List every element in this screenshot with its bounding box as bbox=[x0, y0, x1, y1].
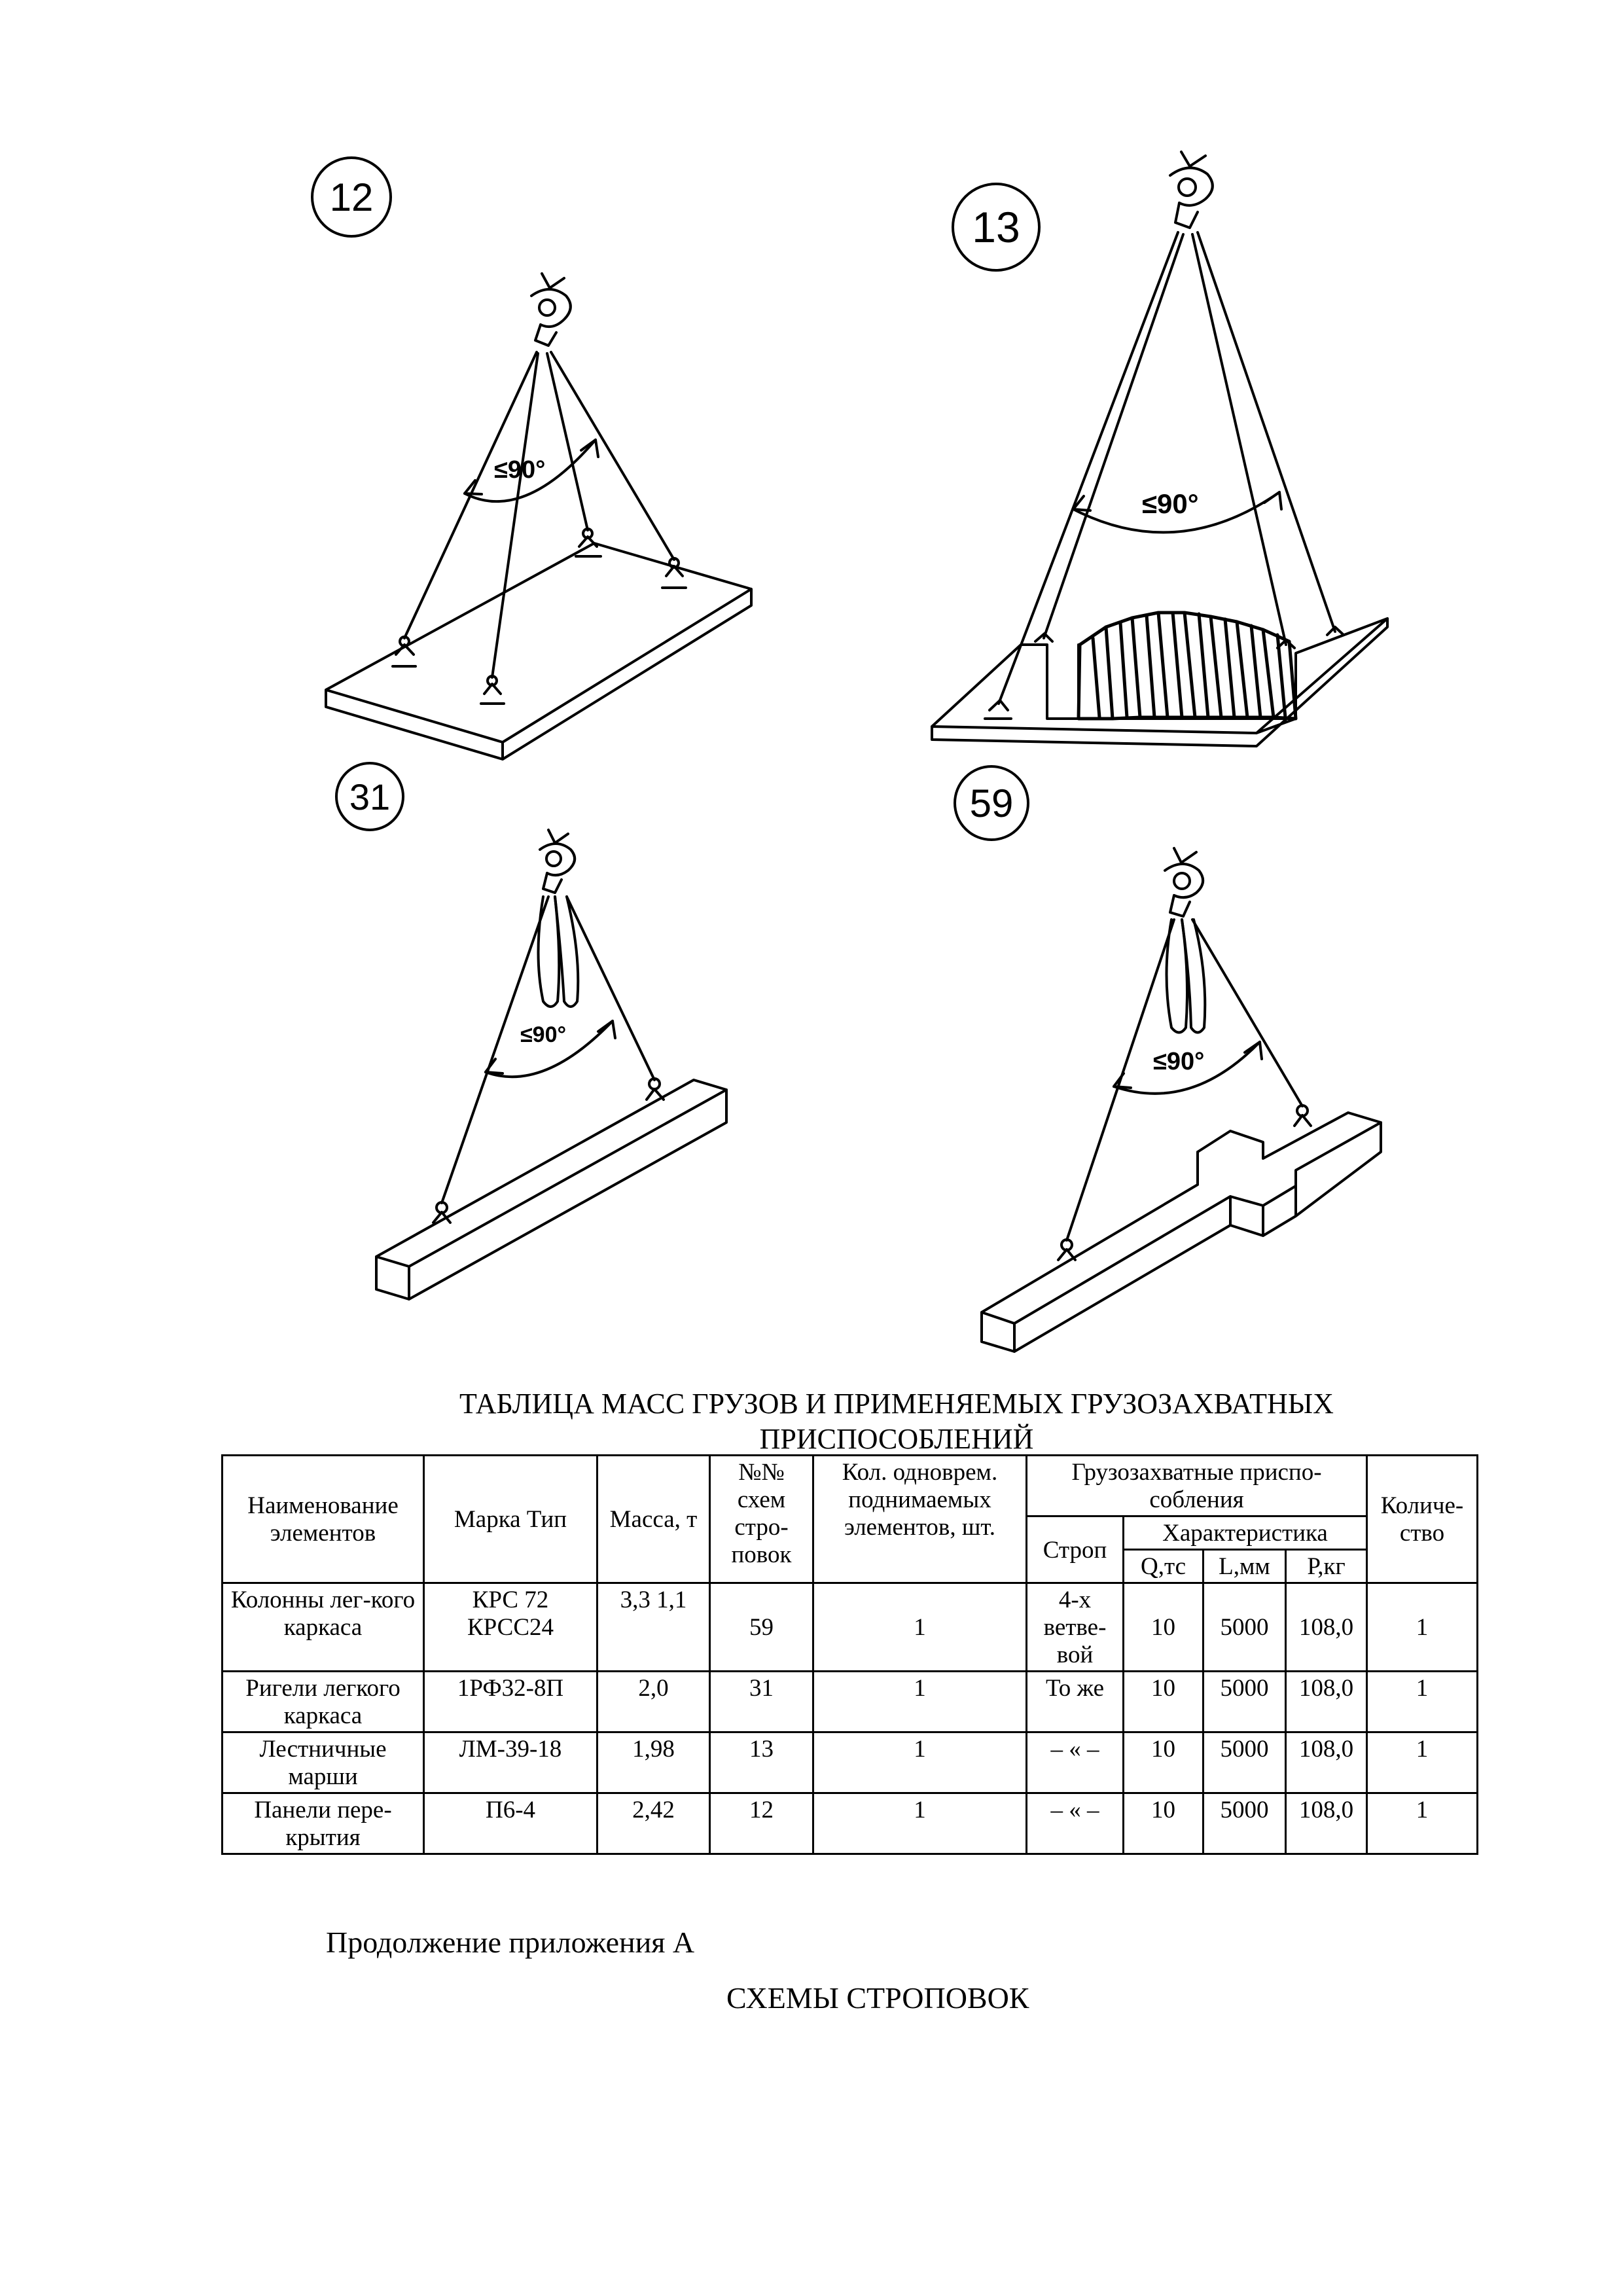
cell-name: Панели пере-крытия bbox=[223, 1793, 424, 1854]
cell-qty: 1 bbox=[1367, 1732, 1478, 1793]
scheme-13-angle-label: ≤90° bbox=[1142, 488, 1199, 519]
scheme-12-number: 12 bbox=[329, 175, 374, 219]
cell-l: 5000 bbox=[1204, 1583, 1286, 1672]
cell-mark: 1РФ32-8П bbox=[424, 1672, 597, 1732]
cell-count: 1 bbox=[813, 1793, 1027, 1854]
cell-mark: КРС 72 КРСС24 bbox=[424, 1583, 597, 1672]
table-title-line-2: ПРИСПОСОБЛЕНИЙ bbox=[759, 1423, 1034, 1455]
cell-scheme: 31 bbox=[710, 1672, 813, 1732]
continuation-note: Продолжение приложения А bbox=[326, 1926, 695, 1959]
cell-p: 108,0 bbox=[1286, 1672, 1367, 1732]
header-mark: Марка Тип bbox=[424, 1456, 597, 1583]
cell-qty: 1 bbox=[1367, 1583, 1478, 1672]
cell-scheme: 12 bbox=[710, 1793, 813, 1854]
cell-name: Ригели легкого каркаса bbox=[223, 1672, 424, 1732]
scheme-59-angle-label: ≤90° bbox=[1153, 1048, 1205, 1075]
scheme-12-slab bbox=[326, 543, 751, 759]
cell-mass: 2,42 bbox=[597, 1793, 710, 1854]
cell-sling: То же bbox=[1027, 1672, 1124, 1732]
scheme-13-steps bbox=[1079, 613, 1296, 719]
header-mass: Масса, т bbox=[597, 1456, 710, 1583]
cell-scheme: 59 bbox=[710, 1583, 813, 1672]
section-title: СХЕМЫ СТРОПОВОК bbox=[726, 1981, 1029, 2015]
scheme-59-column bbox=[982, 1113, 1381, 1352]
scheme-31-hook-icon bbox=[540, 830, 575, 893]
table-row bbox=[223, 1793, 1478, 1854]
table-row bbox=[223, 1732, 1478, 1793]
cell-qty: 1 bbox=[1367, 1672, 1478, 1732]
table-header-row-1 bbox=[223, 1456, 1478, 1516]
cell-l: 5000 bbox=[1204, 1732, 1286, 1793]
table-row bbox=[223, 1583, 1478, 1672]
scheme-31-angle-label: ≤90° bbox=[520, 1022, 567, 1047]
header-characteristic: Характеристика bbox=[1124, 1516, 1367, 1550]
cell-q: 10 bbox=[1124, 1583, 1204, 1672]
scheme-59-hook-icon bbox=[1165, 848, 1203, 916]
cell-sling: 4-х ветве-вой bbox=[1027, 1583, 1124, 1672]
cell-name: Лестничные марши bbox=[223, 1732, 424, 1793]
cell-scheme: 13 bbox=[710, 1732, 813, 1793]
scheme-31-beam bbox=[376, 1080, 726, 1299]
table-title-line-1: ТАБЛИЦА МАСС ГРУЗОВ И ПРИМЕНЯЕМЫХ ГРУЗОЗАХВАТНЫХ bbox=[459, 1388, 1334, 1420]
scheme-59-number: 59 bbox=[969, 781, 1014, 825]
cell-l: 5000 bbox=[1204, 1793, 1286, 1854]
scheme-13-number: 13 bbox=[972, 203, 1020, 251]
cell-mark: ЛМ-39-18 bbox=[424, 1732, 597, 1793]
header-name: Наименование элементов bbox=[223, 1456, 424, 1583]
cell-q: 10 bbox=[1124, 1793, 1204, 1854]
table-row bbox=[223, 1672, 1478, 1732]
header-devices: Грузозахватные приспо-собления bbox=[1027, 1456, 1367, 1516]
cell-qty: 1 bbox=[1367, 1793, 1478, 1854]
header-l: L,мм bbox=[1204, 1550, 1286, 1583]
header-p: Р,кг bbox=[1286, 1550, 1367, 1583]
scheme-31-number: 31 bbox=[349, 776, 391, 817]
cell-sling: – « – bbox=[1027, 1732, 1124, 1793]
scheme-12-hook-icon bbox=[531, 274, 571, 346]
cell-name: Колонны лег-кого каркаса bbox=[223, 1583, 424, 1672]
cell-count: 1 bbox=[813, 1583, 1027, 1672]
cell-mass: 2,0 bbox=[597, 1672, 710, 1732]
cell-q: 10 bbox=[1124, 1732, 1204, 1793]
cell-sling: – « – bbox=[1027, 1793, 1124, 1854]
cell-count: 1 bbox=[813, 1672, 1027, 1732]
cell-count: 1 bbox=[813, 1732, 1027, 1793]
cell-mark: П6-4 bbox=[424, 1793, 597, 1854]
cell-p: 108,0 bbox=[1286, 1793, 1367, 1854]
cell-p: 108,0 bbox=[1286, 1732, 1367, 1793]
header-q: Q,тс bbox=[1124, 1550, 1204, 1583]
cell-p: 108,0 bbox=[1286, 1583, 1367, 1672]
cell-l: 5000 bbox=[1204, 1672, 1286, 1732]
header-scheme-no: №№ схем стро-повок bbox=[710, 1456, 813, 1583]
cell-q: 10 bbox=[1124, 1672, 1204, 1732]
cell-mass: 3,3 1,1 bbox=[597, 1583, 710, 1672]
cell-mass: 1,98 bbox=[597, 1732, 710, 1793]
loads-table bbox=[221, 1454, 1478, 1855]
scheme-12-angle-label: ≤90° bbox=[494, 456, 546, 484]
header-count-lifted: Кол. одноврем. поднимаемых элементов, шт. bbox=[813, 1456, 1027, 1583]
header-sling: Строп bbox=[1027, 1516, 1124, 1583]
header-quantity: Количе-ство bbox=[1367, 1456, 1478, 1583]
scheme-13-hook-icon bbox=[1170, 152, 1213, 228]
